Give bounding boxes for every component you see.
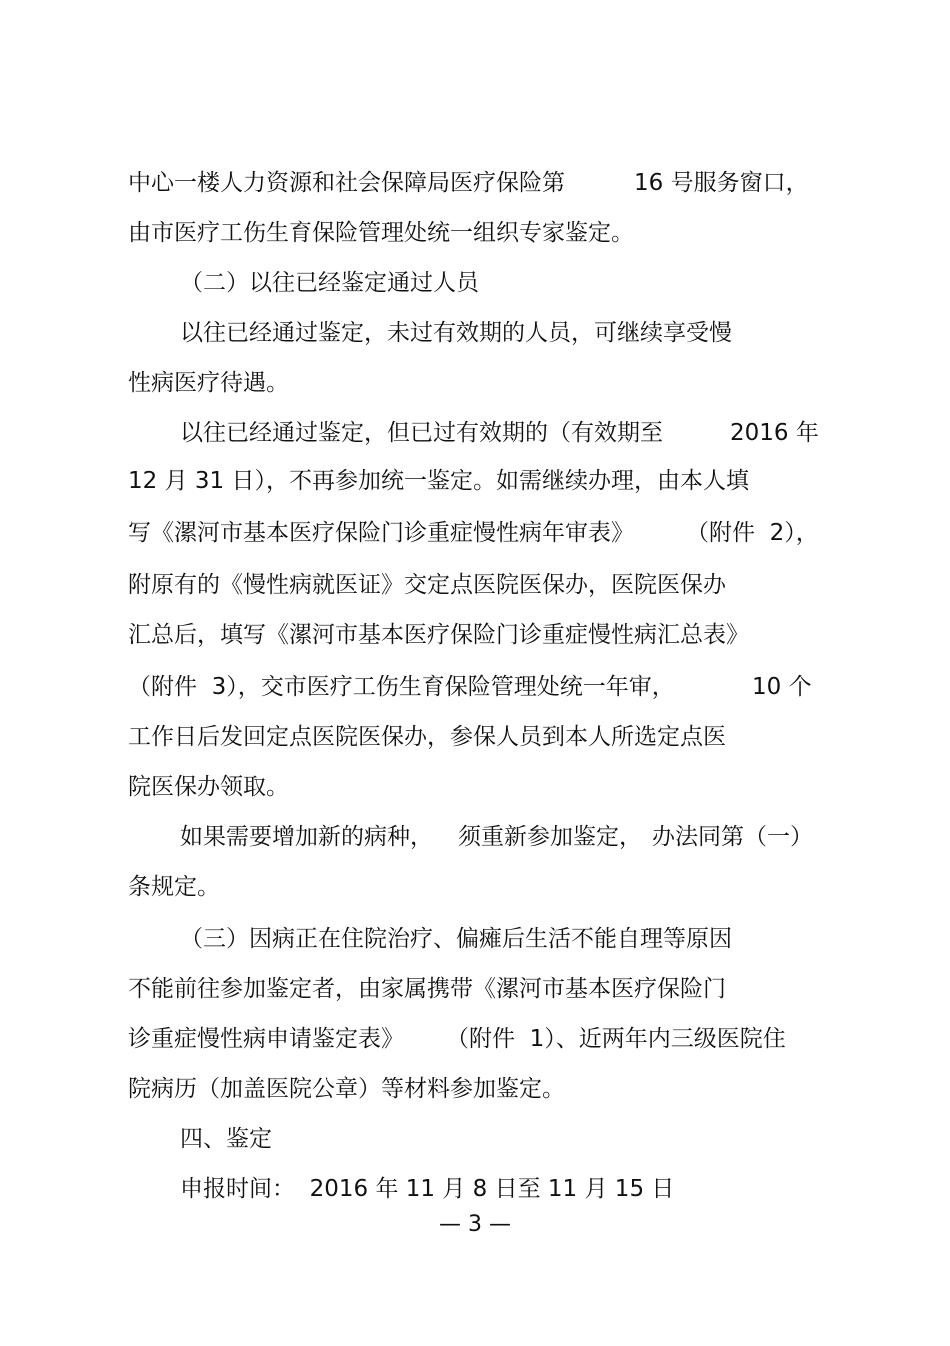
text-line: 诊重症慢性病申请鉴定表》 [128,1026,404,1052]
text-line: 2016 年 [730,420,819,446]
text-line: 以往已经通过鉴定，但已过有效期的（有效期至 [180,420,663,446]
text-line: 由市医疗工伤生育保险管理处统一组织专家鉴定。 [128,220,634,246]
text-line: 汇总后，填写《漯河市基本医疗保险门诊重症慢性病汇总表》 [128,622,749,648]
text-line: 附原有的《慢性病就医证》交定点医院医保办，医院医保办 [128,572,726,598]
text-line: 12 月 31 日），不再参加统一鉴定。如需继续办理，由本人填 [128,468,749,494]
section-heading: （二）以往已经鉴定通过人员 [180,270,479,296]
section-heading: 四、鉴定 [180,1126,272,1152]
text-line: 以往已经通过鉴定，未过有效期的人员，可继续享受慢 [180,320,732,346]
text-line: 须重新参加鉴定， [458,824,642,850]
text-line: 院病历（加盖医院公章）等材料参加鉴定。 [128,1076,565,1102]
page-number: — 3 — [439,1212,511,1237]
text-line: 不能前往参加鉴定者，由家属携带《漯河市基本医疗保险门 [128,976,726,1002]
text-line: 工作日后发回定点医院医保办，参保人员到本人所选定点医 [128,724,726,750]
text-line: 性病医疗待遇。 [128,370,289,396]
text-line: （附件 3），交市医疗工伤生育保险管理处统一年审， [128,674,675,700]
text-line: 院医保办领取。 [128,774,289,800]
text-line: 申报时间： 2016 年 11 月 8 日至 11 月 15 日 [180,1176,675,1202]
text-line: （附件 2）， [686,520,819,546]
text-line: 中心一楼人力资源和社会保障局医疗保险第 [128,170,565,196]
text-line: 16 号服务窗口， [634,170,809,196]
text-line: 写《漯河市基本医疗保险门诊重症慢性病年审表》 [128,520,634,546]
text-line: 如果需要增加新的病种， [180,824,433,850]
text-line: （附件 1）、近两年内三级医院住 [446,1026,786,1052]
text-line: 条规定。 [128,874,220,900]
text-line: 10 个 [752,674,812,700]
text-line: 办法同第（一） [652,824,813,850]
section-heading: （三）因病正在住院治疗、偏瘫后生活不能自理等原因 [180,926,732,952]
